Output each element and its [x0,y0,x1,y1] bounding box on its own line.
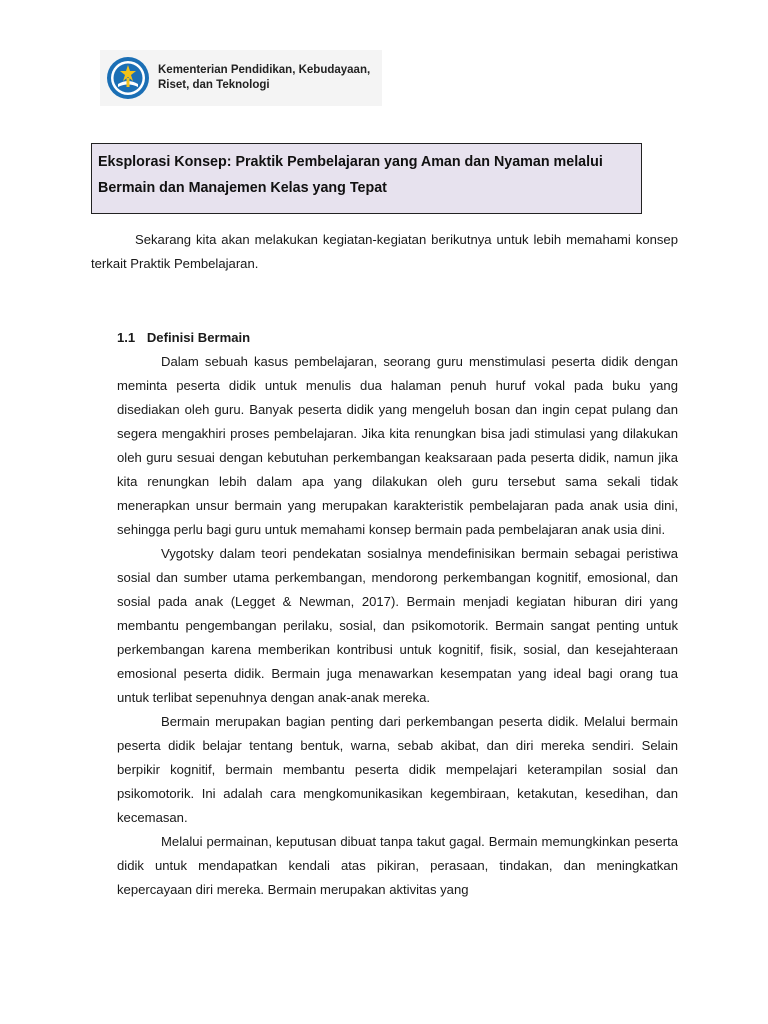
body-paragraph-4: Melalui permainan, keputusan dibuat tanpa takut gagal. Bermain memungkinkan peserta didik untuk mendapatkan kendali atas pikiran, perasaan, tindakan, dan meningkatkan kepercayaan diri mereka. Bermain merupakan aktivitas yang [117,834,678,897]
document-content [91,228,678,902]
ministry-name-line1: Kementerian Pendidikan, Kebudayaan, [158,64,371,76]
ministry-header [100,50,382,106]
section-heading [117,326,678,350]
title-line2: Bermain dan Manajemen Kelas yang Tepat [98,180,387,196]
ministry-name [158,63,378,93]
section-title: Definisi Bermain [146,330,251,345]
tut-wuri-handayani-logo-icon [106,56,150,100]
section-number: 1.1 [117,330,136,345]
intro-paragraph: Sekarang kita akan melakukan kegiatan-kegiatan berikutnya untuk lebih memahami konsep terkait Praktik Pembelajaran. [91,232,678,271]
body-paragraph-3: Bermain merupakan bagian penting dari perkembangan peserta didik. Melalui bermain peserta didik belajar tentang bentuk, warna, sebab akibat, dan diri mereka sendiri. Selain berpikir kognitif, bermain membantu peserta didik mempelajari keterampilan sosial dan psikomotorik. Ini adalah cara mengkomunikasikan kegembiraan, ketakutan, kesedihan, dan kecemasan. [117,714,678,825]
title-line1: Eksplorasi Konsep: Praktik Pembelajaran yang Aman dan Nyaman melalui [98,154,603,170]
title-box [91,143,642,214]
body-paragraph-2: Vygotsky dalam teori pendekatan sosialnya mendefinisikan bermain sebagai peristiwa sosial dan sumber utama perkembangan, mendorong perkembangan kognitif, emosional, dan sosial pada anak (Legget & Newman, 2017). Bermain menjadi kegiatan hiburan diri yang membantu pengembangan perilaku, sosial, dan psikomotorik. Bermain sangat penting untuk perkembangan karena memberikan kontribusi untuk kognitif, fisik, sosial, dan kesejahteraan emosional peserta didik. Bermain juga menawarkan kesempatan yang ideal bagi orang tua untuk terlibat sepenuhnya dengan anak-anak mereka. [117,546,678,705]
section-body [117,350,678,902]
body-paragraph-1: Dalam sebuah kasus pembelajaran, seorang guru menstimulasi peserta didik dengan meminta peserta didik untuk menulis dua halaman penuh huruf vokal pada buku yang disediakan oleh guru. Banyak peserta didik yang mengeluh bosan dan ingin cepat pulang dan segera mengakhiri proses pembelajaran. Jika kita renungkan bisa jadi stimulasi yang dilakukan oleh guru sesuai dengan kebutuhan perkembangan keaksaraan pada peserta didik, namun jika kita renungkan lebih dalam apa yang dilakukan oleh guru tersebut sama sekali tidak menerapkan unsur bermain yang merupakan karakteristik pembelajaran pada anak usia dini, sehingga perlu bagi guru untuk memahami konsep bermain pada pembelajaran anak usia dini. [117,354,678,537]
ministry-name-line2: Riset, dan Teknologi [158,79,270,91]
